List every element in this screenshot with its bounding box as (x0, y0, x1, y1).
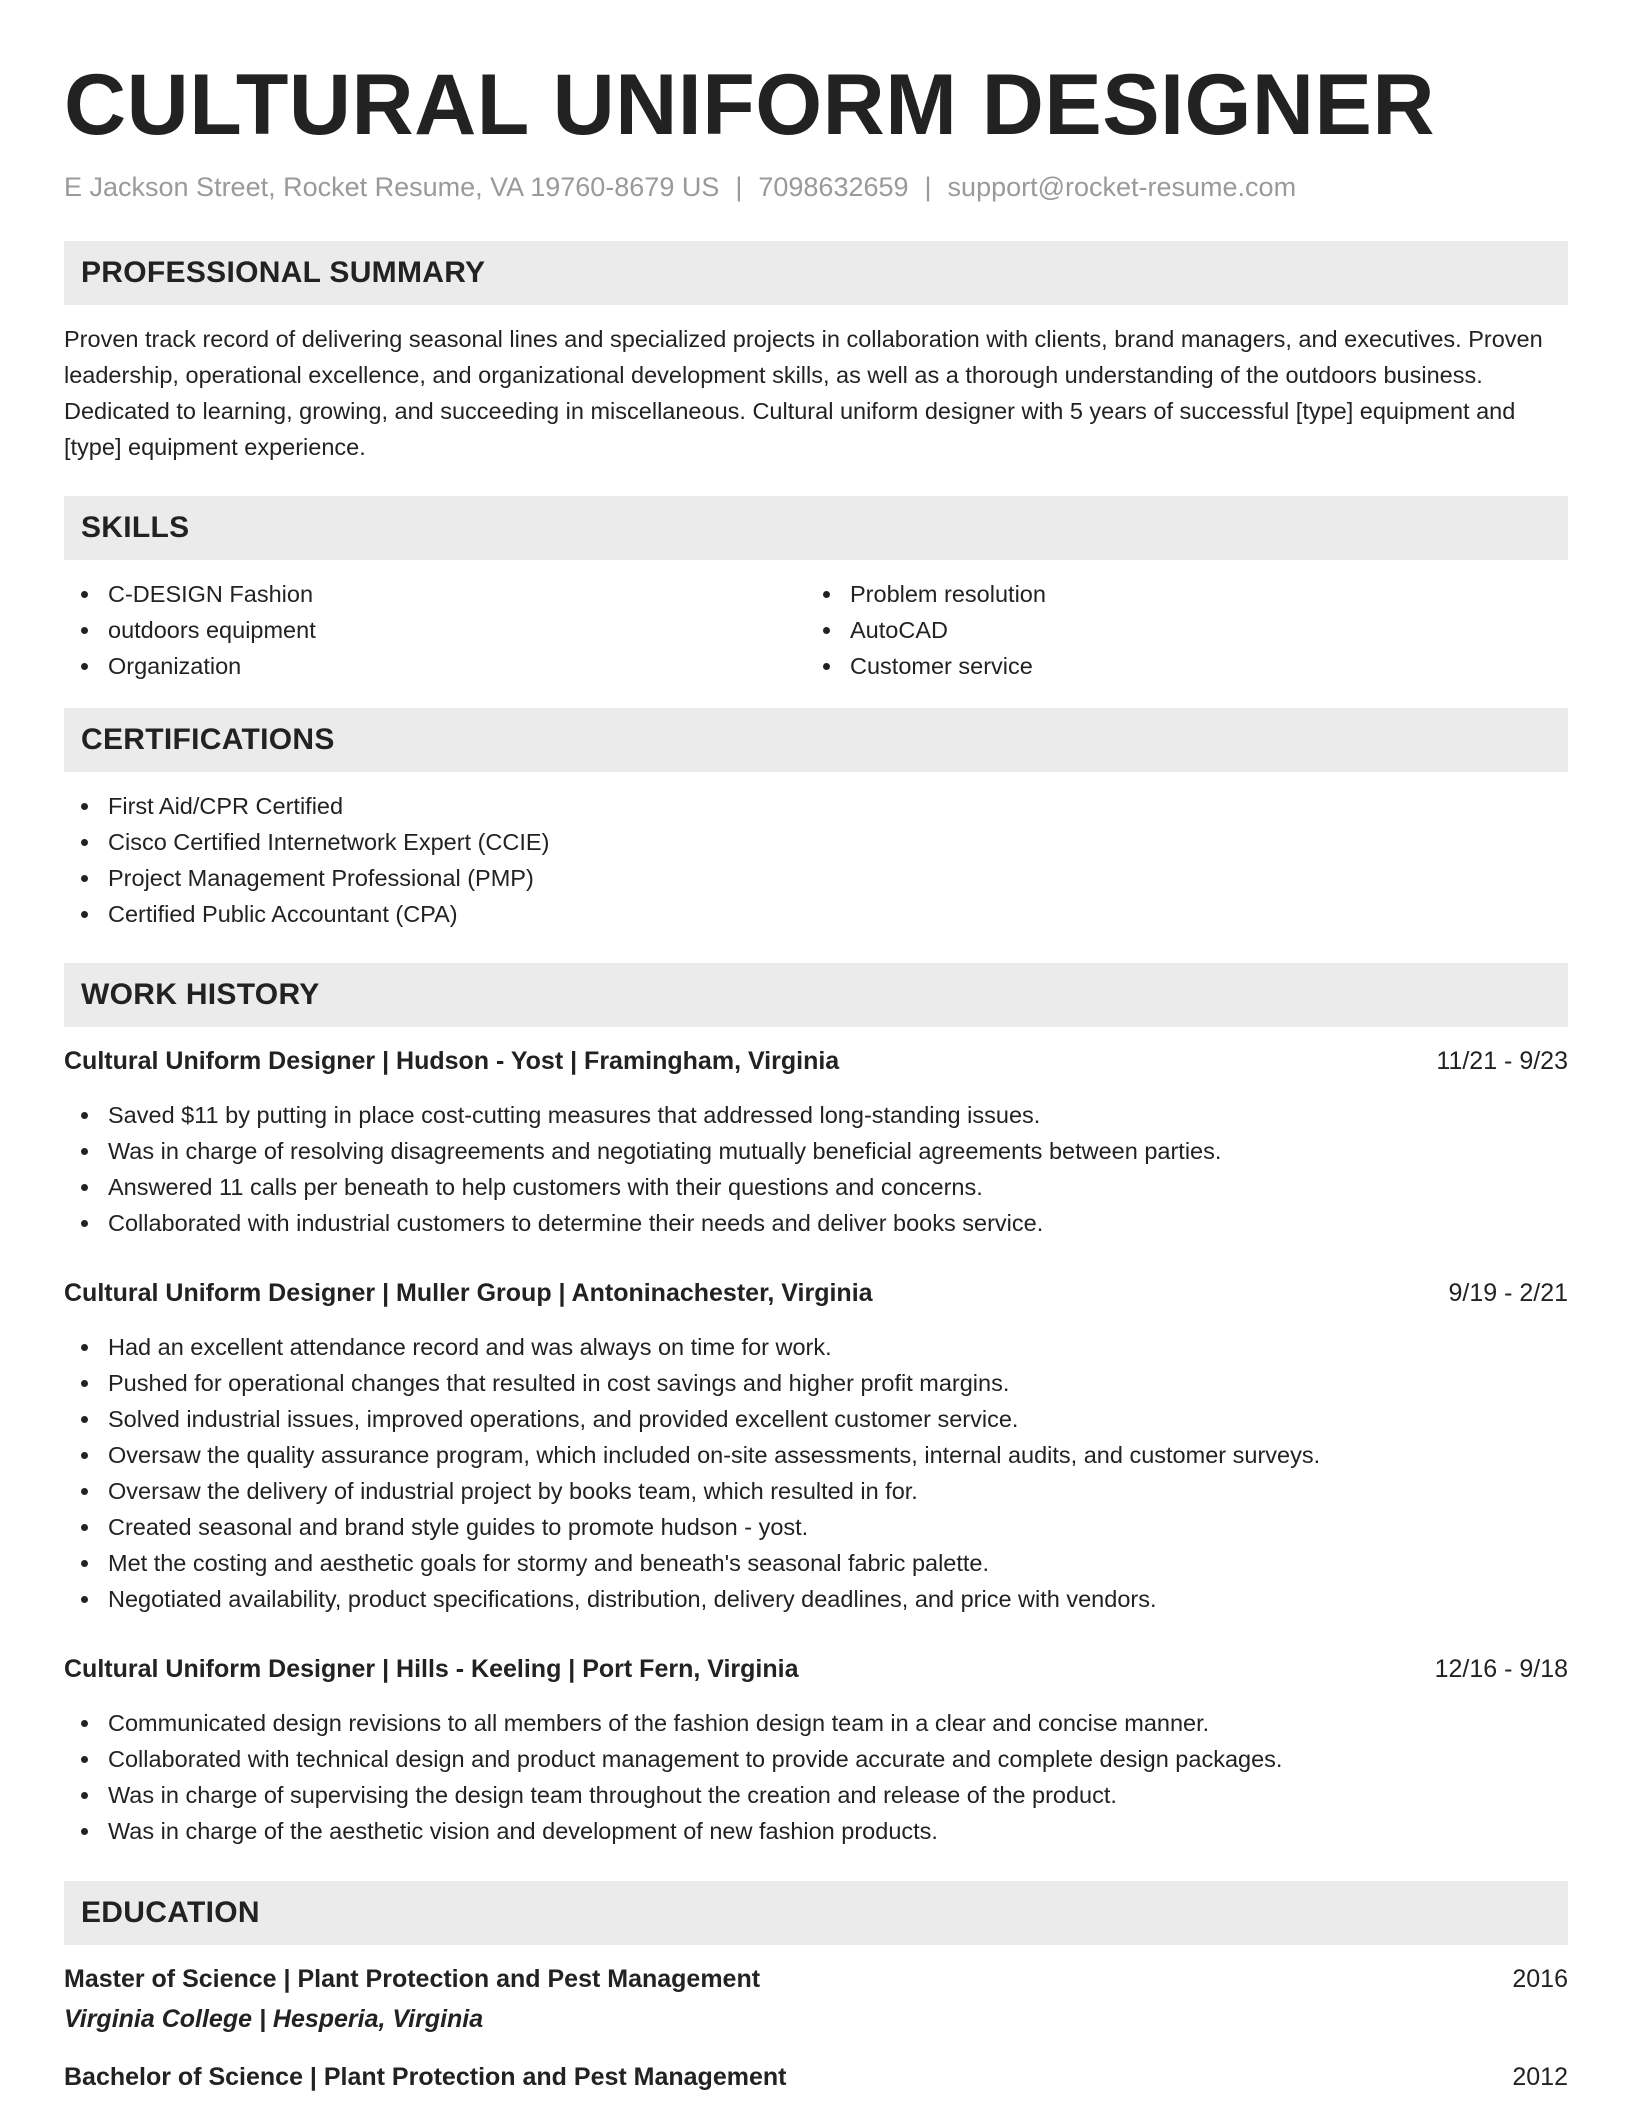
duty-item: Was in charge of the aesthetic vision and development of new fashion products. (64, 1813, 1568, 1849)
skill-item: outdoors equipment (64, 612, 806, 648)
phone: 7098632659 (758, 172, 909, 202)
duty-item: Pushed for operational changes that resulted in cost savings and higher profit margins. (64, 1365, 1568, 1401)
job-header (64, 1043, 1568, 1079)
duty-item: Answered 11 calls per beneath to help customers with their questions and concerns. (64, 1169, 1568, 1205)
job-title: Cultural Uniform Designer | Muller Group | Antoninachester, Virginia (64, 1278, 873, 1307)
contact-line (64, 172, 1568, 203)
certification-item: Certified Public Accountant (CPA) (64, 896, 1568, 932)
duty-item: Created seasonal and brand style guides to promote hudson - yost. (64, 1509, 1568, 1545)
duty-item: Oversaw the delivery of industrial project by books team, which resulted in for. (64, 1473, 1568, 1509)
skills-list (64, 576, 1568, 684)
skill-item: C-DESIGN Fashion (64, 576, 806, 612)
section-header-work-history: WORK HISTORY (64, 963, 1568, 1027)
skill-item: AutoCAD (806, 612, 1548, 648)
duty-item: Collaborated with industrial customers to determine their needs and deliver books service. (64, 1205, 1568, 1241)
job-entry (64, 1275, 1568, 1617)
job-entry (64, 1651, 1568, 1849)
separator: | (735, 172, 743, 202)
job-title: Cultural Uniform Designer | Hudson - Yost | Framingham, Virginia (64, 1046, 840, 1075)
section-header-education: EDUCATION (64, 1881, 1568, 1945)
email-link[interactable]: support@rocket-resume.com (947, 172, 1297, 202)
job-dates: 11/21 - 9/23 (1436, 1046, 1568, 1075)
degree: Master of Science | Plant Protection and Pest Management (64, 1964, 761, 1993)
resume-title: CULTURAL UNIFORM DESIGNER (64, 57, 1435, 153)
skills-column-right (806, 576, 1548, 684)
duty-item: Collaborated with technical design and product management to provide accurate and complete design packages. (64, 1741, 1568, 1777)
job-header (64, 1651, 1568, 1687)
section-header-skills: SKILLS (64, 496, 1568, 560)
duty-item: Solved industrial issues, improved operations, and provided excellent customer service. (64, 1401, 1568, 1437)
duty-item: Had an excellent attendance record and was always on time for work. (64, 1329, 1568, 1365)
duty-item: Met the costing and aesthetic goals for stormy and beneath's seasonal fabric palette. (64, 1545, 1568, 1581)
education-entry (64, 1961, 1568, 2037)
certification-item: Project Management Professional (PMP) (64, 860, 1568, 896)
education-entry (64, 2059, 1568, 2095)
skills-column-left (64, 576, 806, 684)
address: E Jackson Street, Rocket Resume, VA 19760-8679 US (64, 172, 720, 202)
education-header (64, 2059, 1568, 2095)
skill-item: Organization (64, 648, 806, 684)
certifications-list (64, 788, 1568, 932)
skill-item: Problem resolution (806, 576, 1548, 612)
duty-item: Was in charge of supervising the design team throughout the creation and release of the product. (64, 1777, 1568, 1813)
job-duties (64, 1097, 1568, 1241)
job-header (64, 1275, 1568, 1311)
job-duties (64, 1705, 1568, 1849)
skill-item: Customer service (806, 648, 1548, 684)
duty-item: Oversaw the quality assurance program, which included on-site assessments, internal audits, and customer surveys. (64, 1437, 1568, 1473)
duty-item: Saved $11 by putting in place cost-cutting measures that addressed long-standing issues. (64, 1097, 1568, 1133)
job-entry (64, 1043, 1568, 1241)
duty-item: Negotiated availability, product specifications, distribution, delivery deadlines, and price with vendors. (64, 1581, 1568, 1617)
section-header-certifications: CERTIFICATIONS (64, 708, 1568, 772)
job-title: Cultural Uniform Designer | Hills - Keeling | Port Fern, Virginia (64, 1654, 799, 1683)
school: Virginia College | Hesperia, Virginia (64, 2005, 484, 2033)
section-header-summary: PROFESSIONAL SUMMARY (64, 241, 1568, 305)
graduation-year: 2012 (1512, 2062, 1568, 2091)
summary-text: Proven track record of delivering seasonal lines and specialized projects in collaboration with clients, brand managers, and executives. Proven leadership, operational excellence, and organizational development skills, as well as a thorough understanding of the outdoors business. Dedicated to learning, growing, and succeeding in miscellaneous. Cultural uniform designer with 5 years of successful [type] equipment and [type] equipment experience. (64, 326, 1543, 460)
duty-item: Was in charge of resolving disagreements and negotiating mutually beneficial agreements between parties. (64, 1133, 1568, 1169)
certification-item: Cisco Certified Internetwork Expert (CCIE) (64, 824, 1568, 860)
job-duties (64, 1329, 1568, 1617)
education-header (64, 1961, 1568, 1997)
separator: | (924, 172, 932, 202)
job-dates: 12/16 - 9/18 (1434, 1654, 1568, 1683)
duty-item: Communicated design revisions to all members of the fashion design team in a clear and concise manner. (64, 1705, 1568, 1741)
graduation-year: 2016 (1512, 1964, 1568, 1993)
degree: Bachelor of Science | Plant Protection and Pest Management (64, 2062, 787, 2091)
job-dates: 9/19 - 2/21 (1448, 1278, 1568, 1307)
certification-item: First Aid/CPR Certified (64, 788, 1568, 824)
